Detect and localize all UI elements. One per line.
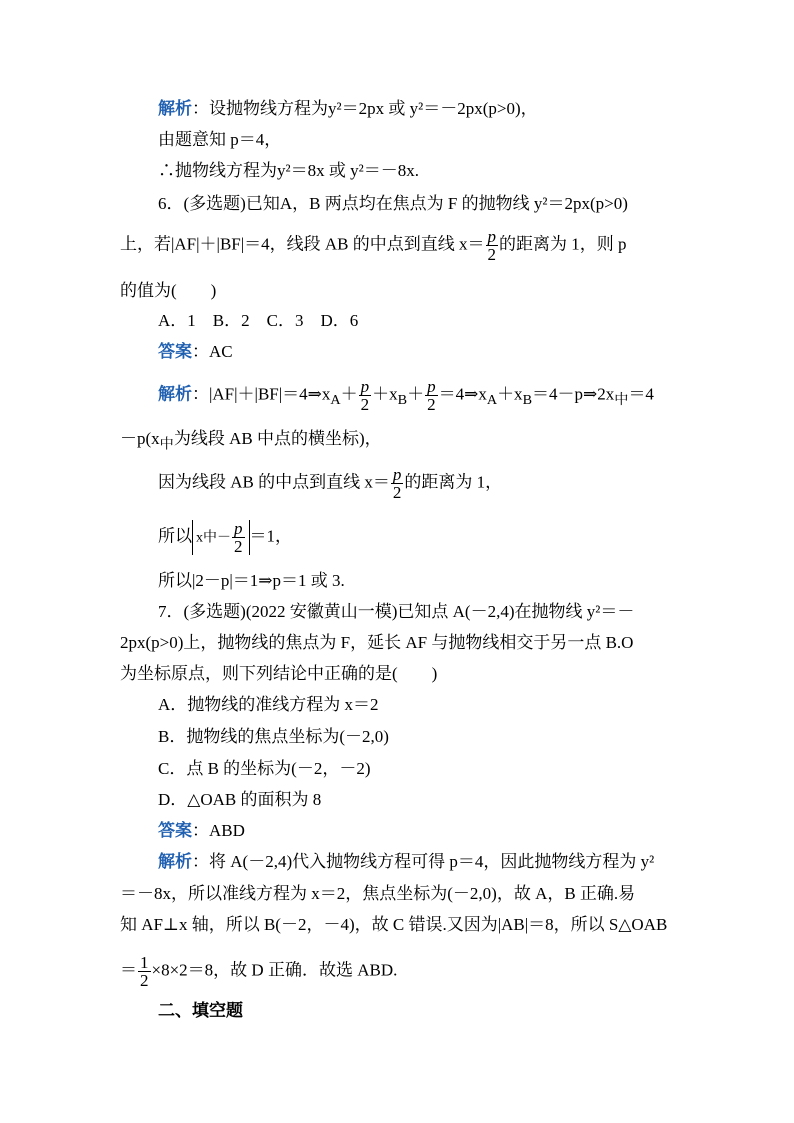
- q7-option-d: D．△OAB 的面积为 8: [158, 790, 322, 809]
- q7-solution-line3: 知 AF⊥x 轴，所以 B(－2，－4)，故 C 错误.又因为|AB|＝8，所以 S△OAB: [120, 915, 668, 934]
- q7-answer: [158, 820, 245, 842]
- fraction-p-over-2: [486, 228, 499, 263]
- text: 上，若|AF|＋|BF|＝4，线段 AB 的中点到直线 x＝: [120, 234, 485, 254]
- solution-label: 解析: [158, 852, 192, 871]
- q7-solution-line1: 解析：将 A(－2,4)代入抛物线方程可得 p＝4，因此抛物线方程为 y²: [158, 852, 655, 871]
- q7-solution-line2: ＝－8x，所以准线方程为 x＝2，焦点坐标为(－2,0)，故 A，B 正确.易: [120, 884, 636, 903]
- solution-label: 解析: [158, 99, 192, 118]
- text: 的距离为 1，则 p: [499, 234, 627, 254]
- answer-label: 答案: [158, 821, 192, 840]
- q7-stem-line3: 为坐标原点，则下列结论中正确的是( ): [120, 664, 438, 683]
- fraction-p-over-2: $\frac{p}{2}$: [427, 377, 436, 414]
- q7-option-c: C．点 B 的坐标为(－2，－2): [158, 759, 371, 778]
- q6-solution-line1: 解析：$|AF|+|BF|=4\Rightarrow x_A+$ $\frac{p}{2}$ $+x_B+$ $\frac{p}{2}$ $=4\Rightarrow x_A+x_B=4-p\Rightarrow 2x_中=4$: [158, 377, 654, 414]
- q6-solution-line2: $-p(x_中$为线段 AB 中点的横坐标)，: [120, 429, 382, 453]
- q6-answer: [158, 341, 233, 363]
- answer-label: 答案: [158, 342, 192, 361]
- q7-solution-line4: ＝ $\frac{1}{2}$ ×8×2＝8，故 D 正确．故选 ABD.: [120, 953, 398, 990]
- q5-solution-line1: [158, 98, 538, 120]
- q6-stem-line2: [120, 228, 627, 263]
- q7-option-b: B．抛物线的焦点坐标为(－2,0): [158, 727, 389, 746]
- q6-solution-line3: 因为线段 AB 的中点到直线 x＝ $\frac{p}{2}$ 的距离为 1，: [158, 465, 503, 502]
- q7-option-a: A．抛物线的准线方程为 x＝2: [158, 695, 379, 714]
- answer-text: ：ABD: [192, 821, 245, 840]
- numerator: p: [487, 227, 497, 246]
- fraction-p-over-2: $\frac{p}{2}$: [234, 519, 243, 556]
- answer-text: ：AC: [192, 342, 233, 361]
- q5-solution-line2: 由题意知 p＝4，: [158, 130, 282, 149]
- fraction-p-over-2: $\frac{p}{2}$: [392, 465, 402, 502]
- text: ：设抛物线方程为y²＝2px 或 y²＝－2px(p>0)，: [192, 99, 538, 118]
- q6-stem-line3: 的值为( ): [120, 281, 217, 300]
- section-heading: 二、填空题: [158, 1001, 243, 1020]
- q6-options: A．1 B．2 C．3 D．6: [158, 311, 359, 330]
- q6-stem-line1: 6．(多选题)已知A，B 两点均在焦点为 F 的抛物线 y²＝2px(p>0): [158, 194, 628, 213]
- solution-label: 解析: [158, 384, 192, 404]
- denominator: 2: [487, 245, 497, 264]
- fraction-1-over-2: $\frac{1}{2}$: [140, 953, 149, 990]
- q7-stem-line1: 7．(多选题)(2022 安徽黄山一模)已知点 A(－2,4)在抛物线 y²＝－: [158, 602, 635, 621]
- q6-solution-line5: 所以|2－p|＝1⇒p＝1 或 3.: [158, 571, 345, 590]
- q7-stem-line2: 2px(p>0)上，抛物线的焦点为 F，延长 AF 与抛物线相交于另一点 B.O: [120, 633, 634, 652]
- fraction-p-over-2: $\frac{p}{2}$: [360, 377, 370, 414]
- q5-solution-line3: ∴抛物线方程为y²＝8x 或 y²＝－8x.: [158, 161, 419, 180]
- absolute-value: x中－ $\frac{p}{2}$: [192, 520, 250, 555]
- q6-solution-line4: 所以 x中－ $\frac{p}{2}$ ＝1，: [158, 519, 292, 556]
